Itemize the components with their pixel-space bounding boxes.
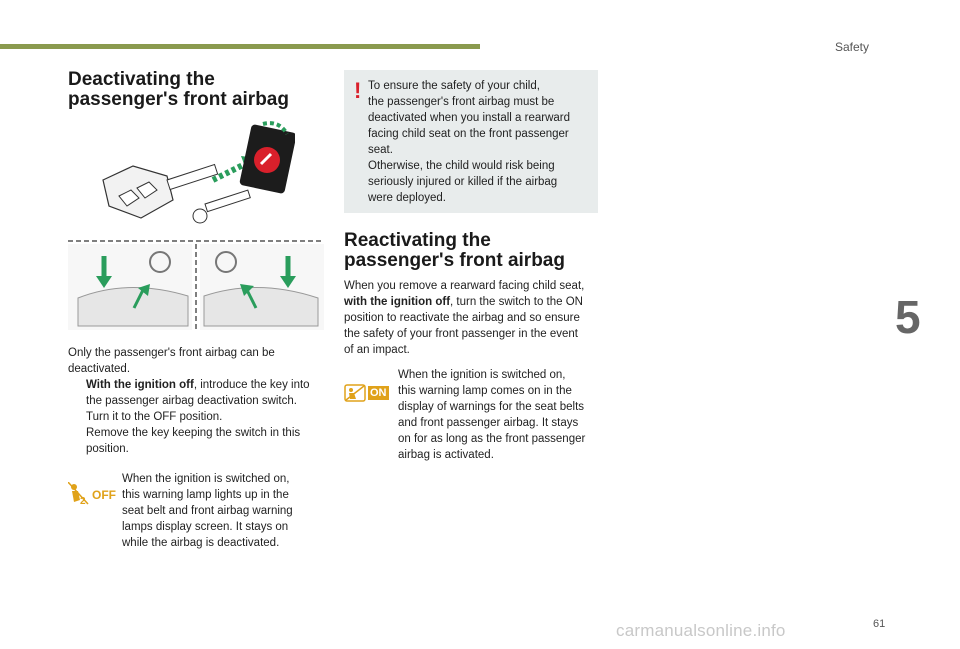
chapter-number: 5 xyxy=(895,291,921,343)
on-lamp-line: this warning lamp comes on in the xyxy=(398,385,572,397)
reactivate-heading xyxy=(344,231,565,271)
section-accent-bar xyxy=(0,44,480,49)
warning-line: Otherwise, the child would risk being xyxy=(368,160,555,172)
airbag-off-icon xyxy=(68,482,90,506)
on-lamp-line: and front passenger airbag. It stays xyxy=(398,417,579,429)
reactivate-line-3: position to reactivate the airbag and so ensure xyxy=(344,312,580,324)
reactivate-rest: , turn the switch to the ON xyxy=(450,296,583,308)
off-lamp-line: this warning lamp lights up in the xyxy=(122,489,289,501)
switch-panel xyxy=(239,124,295,194)
intro-line-2: deactivated. xyxy=(68,363,131,375)
reactivate-description xyxy=(344,278,604,358)
off-lamp-description xyxy=(122,471,322,551)
page-number: 61 xyxy=(873,618,886,630)
reactivate-line-1: When you remove a rearward facing child seat, xyxy=(344,280,585,292)
on-lamp-line: on for as long as the front passenger xyxy=(398,433,586,445)
spare-key xyxy=(193,190,250,223)
deactivate-title-line2: passenger's front airbag xyxy=(68,89,289,110)
step-2-text: Turn it to the OFF position. xyxy=(86,411,223,423)
warning-text xyxy=(368,78,594,206)
off-lamp-line: When the ignition is switched on, xyxy=(122,473,290,485)
child-safety-warning xyxy=(344,70,598,213)
airbag-on-lamp xyxy=(344,382,390,406)
step-2 xyxy=(68,409,328,425)
warning-line: deactivated when you install a rearward xyxy=(368,112,571,124)
warning-line: the passenger's front airbag must be xyxy=(368,96,555,108)
on-lamp-description xyxy=(398,367,598,463)
off-label: OFF xyxy=(92,488,116,502)
warning-line: facing child seat on the front passenger xyxy=(368,128,569,140)
reactivate-line-4: the safety of your front passenger in the event xyxy=(344,328,578,340)
key-switch-illustration xyxy=(95,118,295,236)
deactivate-title-line1: Deactivating the xyxy=(68,69,215,90)
deactivate-heading xyxy=(68,70,289,110)
off-lamp-line: lamps display screen. It stays on xyxy=(122,521,289,533)
svg-text:2: 2 xyxy=(80,496,86,506)
dashboard-left-panel xyxy=(68,244,192,330)
on-lamp-line: display of warnings for the seat belts xyxy=(398,401,585,413)
warning-line: were deployed. xyxy=(368,192,446,204)
airbag-on-icon xyxy=(344,382,366,404)
reactivate-bold: with the ignition off xyxy=(344,296,451,308)
step-3 xyxy=(68,425,328,457)
step-1-bold: With the ignition off xyxy=(86,379,194,391)
on-label: ON xyxy=(370,387,387,399)
step-1-rest: , introduce the key into xyxy=(193,379,310,391)
section-label: Safety xyxy=(835,40,870,54)
warning-line: To ensure the safety of your child, xyxy=(368,80,540,92)
warning-line: seriously injured or killed if the airbag xyxy=(368,176,558,188)
on-lamp-line: airbag is activated. xyxy=(398,449,494,461)
step-3-line2: position. xyxy=(86,443,129,455)
reactivate-line-5: of an impact. xyxy=(344,344,410,356)
step-1 xyxy=(68,377,328,409)
reactivate-title-line2: passenger's front airbag xyxy=(344,250,565,271)
dashboard-illustration xyxy=(68,238,324,330)
off-lamp-line: seat belt and front airbag warning xyxy=(122,505,293,517)
exclamation-icon: ! xyxy=(354,78,362,103)
step-1-line2: the passenger airbag deactivation switch. xyxy=(86,395,297,407)
warning-line: seat. xyxy=(368,144,393,156)
reactivate-title-line1: Reactivating the xyxy=(344,230,491,251)
dashboard-right-panel xyxy=(200,244,324,330)
off-lamp-line: while the airbag is deactivated. xyxy=(122,537,280,549)
airbag-off-lamp xyxy=(68,482,118,506)
step-3-line1: Remove the key keeping the switch in this xyxy=(86,427,301,439)
watermark: carmanualsonline.info xyxy=(616,621,786,640)
intro-line-1: Only the passenger's front airbag can be xyxy=(68,347,275,359)
on-lamp-line: When the ignition is switched on, xyxy=(398,369,566,381)
deactivate-intro xyxy=(68,345,275,377)
